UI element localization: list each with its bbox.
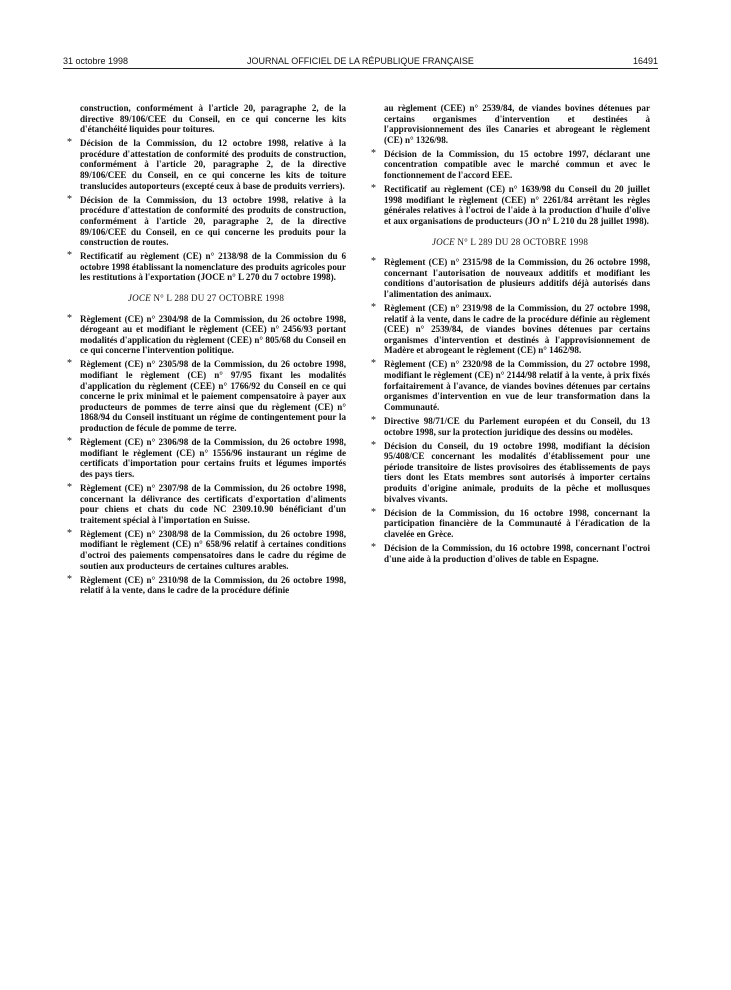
bullet-asterisk: * — [67, 250, 72, 262]
bullet-asterisk: * — [371, 358, 376, 370]
item-text: Règlement (CE) n° 2320/98 de la Commission, du 27 octobre 1998, modifiant le règlement (CE) n° 2144/98 relatif à la vente, à prix fixés forfaitairement à l'avance, de viandes bovines détenues par certains organismes d'intervention en vue de leur transformation dans la Communauté. — [384, 359, 650, 412]
list-item — [66, 195, 346, 248]
bullet-asterisk: * — [371, 414, 376, 426]
header-rule — [63, 68, 658, 69]
section-title-prefix: JOCE — [431, 236, 455, 247]
list-item — [66, 251, 346, 283]
item-text: Rectificatif au règlement (CE) n° 1639/98 du Conseil du 20 juillet 1998 modifiant le règlement (CEE) n° 2261/84 arrêtant les règles générales relatives à l'octroi de l'aide à la production d'huile d'olive et aux organisations de producteurs (JO n° L 210 du 28 juillet 1998). — [384, 184, 650, 226]
list-item — [370, 257, 650, 299]
bullet-asterisk: * — [67, 358, 72, 370]
item-text: Rectificatif au règlement (CE) n° 2138/98 de la Commission du 6 octobre 1998 établissant la nomenclature des produits agricoles pour les restitutions à l'exportation (JOCE n° L 270 du 7 octobre 1998). — [80, 251, 346, 283]
list-item — [370, 416, 650, 437]
item-text: Décision du Conseil, du 19 octobre 1998, modifiant la décision 95/408/CE concernant les modalités d'établissement pour une période transitoire de listes provisoires des établissements de pays tiers dont les Etats membres sont autorisés à importer certains produits d'origine animale, produits de la pêche et mollusques bivalves vivants. — [384, 440, 650, 504]
list-item — [66, 138, 346, 191]
list-item — [370, 303, 650, 356]
list-item — [370, 359, 650, 412]
item-text: Décision de la Commission, du 16 octobre 1998, concernant la participation financière de la Communauté à l'éradication de la clavelée en Grèce. — [384, 507, 650, 539]
item-text: Décision de la Commission, du 15 octobre 1997, déclarant une concentration compatible avec le marché commun et avec le fonctionnement de l'accord EEE. — [384, 148, 650, 181]
bullet-asterisk: * — [371, 183, 376, 195]
list-item — [66, 575, 346, 596]
list-item — [370, 103, 650, 145]
bullet-asterisk: * — [67, 436, 72, 448]
bullet-asterisk: * — [371, 439, 376, 451]
bullet-asterisk: * — [371, 541, 376, 553]
item-text: Règlement (CE) n° 2310/98 de la Commission, du 26 octobre 1998, relatif à la vente, dans le cadre de la procédure définie — [80, 574, 346, 596]
section-title-rest: N° L 289 DU 28 OCTOBRE 1998 — [457, 236, 589, 247]
bullet-asterisk: * — [67, 137, 72, 149]
item-text: Décision de la Commission, du 12 octobre 1998, relative à la procédure d'attestation de conformité des produits de construction, conformément à l'article 20, paragraphe 2, de la directive 89/106/CEE du Conseil, en ce qui concerne les kits de toiture translucides autoporteurs (excepté ceux à base de produits verriers). — [80, 138, 346, 191]
item-text: Décision de la Commission, du 16 octobre 1998, concernant l'octroi d'une aide à la production d'olives de table en Espagne. — [384, 542, 650, 564]
page-header — [63, 56, 658, 72]
list-item — [66, 314, 346, 356]
list-item — [66, 359, 346, 433]
header-date: 31 octobre 1998 — [63, 56, 129, 66]
item-text: Décision de la Commission, du 13 octobre 1998, relative à la procédure d'attestation de conformité des produits de construction, conformément à l'article 20, paragraphe 2, de la directive 89/106/CEE du Conseil, en ce qui concerne les produits pour la construction de routes. — [80, 194, 346, 248]
page-number: 16491 — [632, 56, 658, 66]
section-title — [66, 293, 346, 304]
list-item — [66, 529, 346, 571]
item-text: construction, conformément à l'article 20, paragraphe 2, de la directive 89/106/CEE du Conseil, en ce qui concerne les kits d'étanchéité liquides pour toitures. — [80, 103, 346, 135]
list-item — [370, 441, 650, 505]
item-text: Règlement (CE) n° 2304/98 de la Commission, du 26 octobre 1998, dérogeant au et modifiant le règlement (CEE) n° 2456/93 portant modalités d'application du règlement (CEE) n° 805/68 du Conseil en ce qui concerne l'intervention politique. — [80, 313, 346, 356]
bullet-asterisk: * — [67, 193, 72, 205]
item-text: Règlement (CE) n° 2308/98 de la Commission, du 26 octobre 1998, modifiant le règlement (CE) n° 658/96 relatif à certaines conditions d'octroi des paiements compensatoires dans le cadre du régime de soutien aux producteurs de certaines cultures arables. — [80, 528, 346, 571]
list-item — [66, 103, 346, 135]
left-column — [66, 103, 346, 599]
item-text: Règlement (CE) n° 2307/98 de la Commission, du 26 octobre 1998, concernant la délivrance des certificats d'exportation d'aliments pour chiens et chats du code NC 2309.10.90 bénéficiant d'un traitement spécial à l'importation en Suisse. — [80, 483, 346, 525]
bullet-asterisk: * — [371, 302, 376, 313]
item-text: au règlement (CEE) n° 2539/84, de viandes bovines détenues par certains organismes d'intervention et destinées à l'approvisionnement des îles Canaries et abrogeant le règlement (CE) n° 1326/98. — [384, 103, 650, 145]
section-title-prefix: JOCE — [127, 293, 151, 303]
list-item — [66, 437, 346, 479]
list-item — [370, 149, 650, 181]
bullet-asterisk: * — [371, 147, 376, 159]
section-title — [370, 237, 650, 248]
journal-title: JOURNAL OFFICIEL DE LA RÉPUBLIQUE FRANÇAISE — [247, 56, 474, 66]
list-item — [370, 184, 650, 226]
list-item — [370, 508, 650, 540]
item-text: Règlement (CE) n° 2306/98 de la Commission, du 26 octobre 1998, modifiant le règlement (CE) n° 1556/96 instaurant un régime de certificats d'importation pour certains fruits et légumes importés des pays tiers. — [80, 437, 346, 479]
bullet-asterisk: * — [371, 506, 376, 518]
bullet-asterisk: * — [67, 482, 72, 493]
list-item — [370, 543, 650, 564]
bullet-asterisk: * — [67, 573, 72, 585]
list-item — [66, 483, 346, 525]
item-text: Directive 98/71/CE du Parlement européen et du Conseil, du 13 octobre 1998, sur la protection juridique des dessins ou modèles. — [384, 415, 650, 437]
item-text: Règlement (CE) n° 2319/98 de la Commission, du 27 octobre 1998, relatif à la vente, dans le cadre de la procédure définie au règlement (CEE) n° 2539/84, de viandes bovines détenues par certains organismes d'intervention et destinés à l'approvisionnement de Madère et abrogeant le règlement (CE) n° 1462/98. — [384, 303, 650, 356]
item-text: Règlement (CE) n° 2305/98 de la Commission, du 26 octobre 1998, modifiant le règlement (CE) n° 97/95 fixant les modalités d'application du règlement (CEE) n° 1766/92 du Conseil en ce qui concerne le prix minimal et le paiement compensatoire à payer aux producteurs de pommes de terre ainsi que du règlement (CE) n° 1868/94 du Conseil instituant un régime de contingentement pour la production de fécule de pomme de terre. — [80, 359, 346, 434]
bullet-asterisk: * — [67, 527, 72, 539]
item-text: Règlement (CE) n° 2315/98 de la Commission, du 26 octobre 1998, concernant l'autorisation de nouveaux additifs et modifiant les conditions d'autorisation de plusieurs additifs déjà autorisés dans l'alimentation des animaux. — [384, 257, 650, 299]
section-title-rest: N° L 288 DU 27 OCTOBRE 1998 — [153, 293, 285, 303]
bullet-asterisk: * — [371, 256, 376, 268]
bullet-asterisk: * — [67, 312, 72, 324]
right-column — [370, 103, 650, 568]
